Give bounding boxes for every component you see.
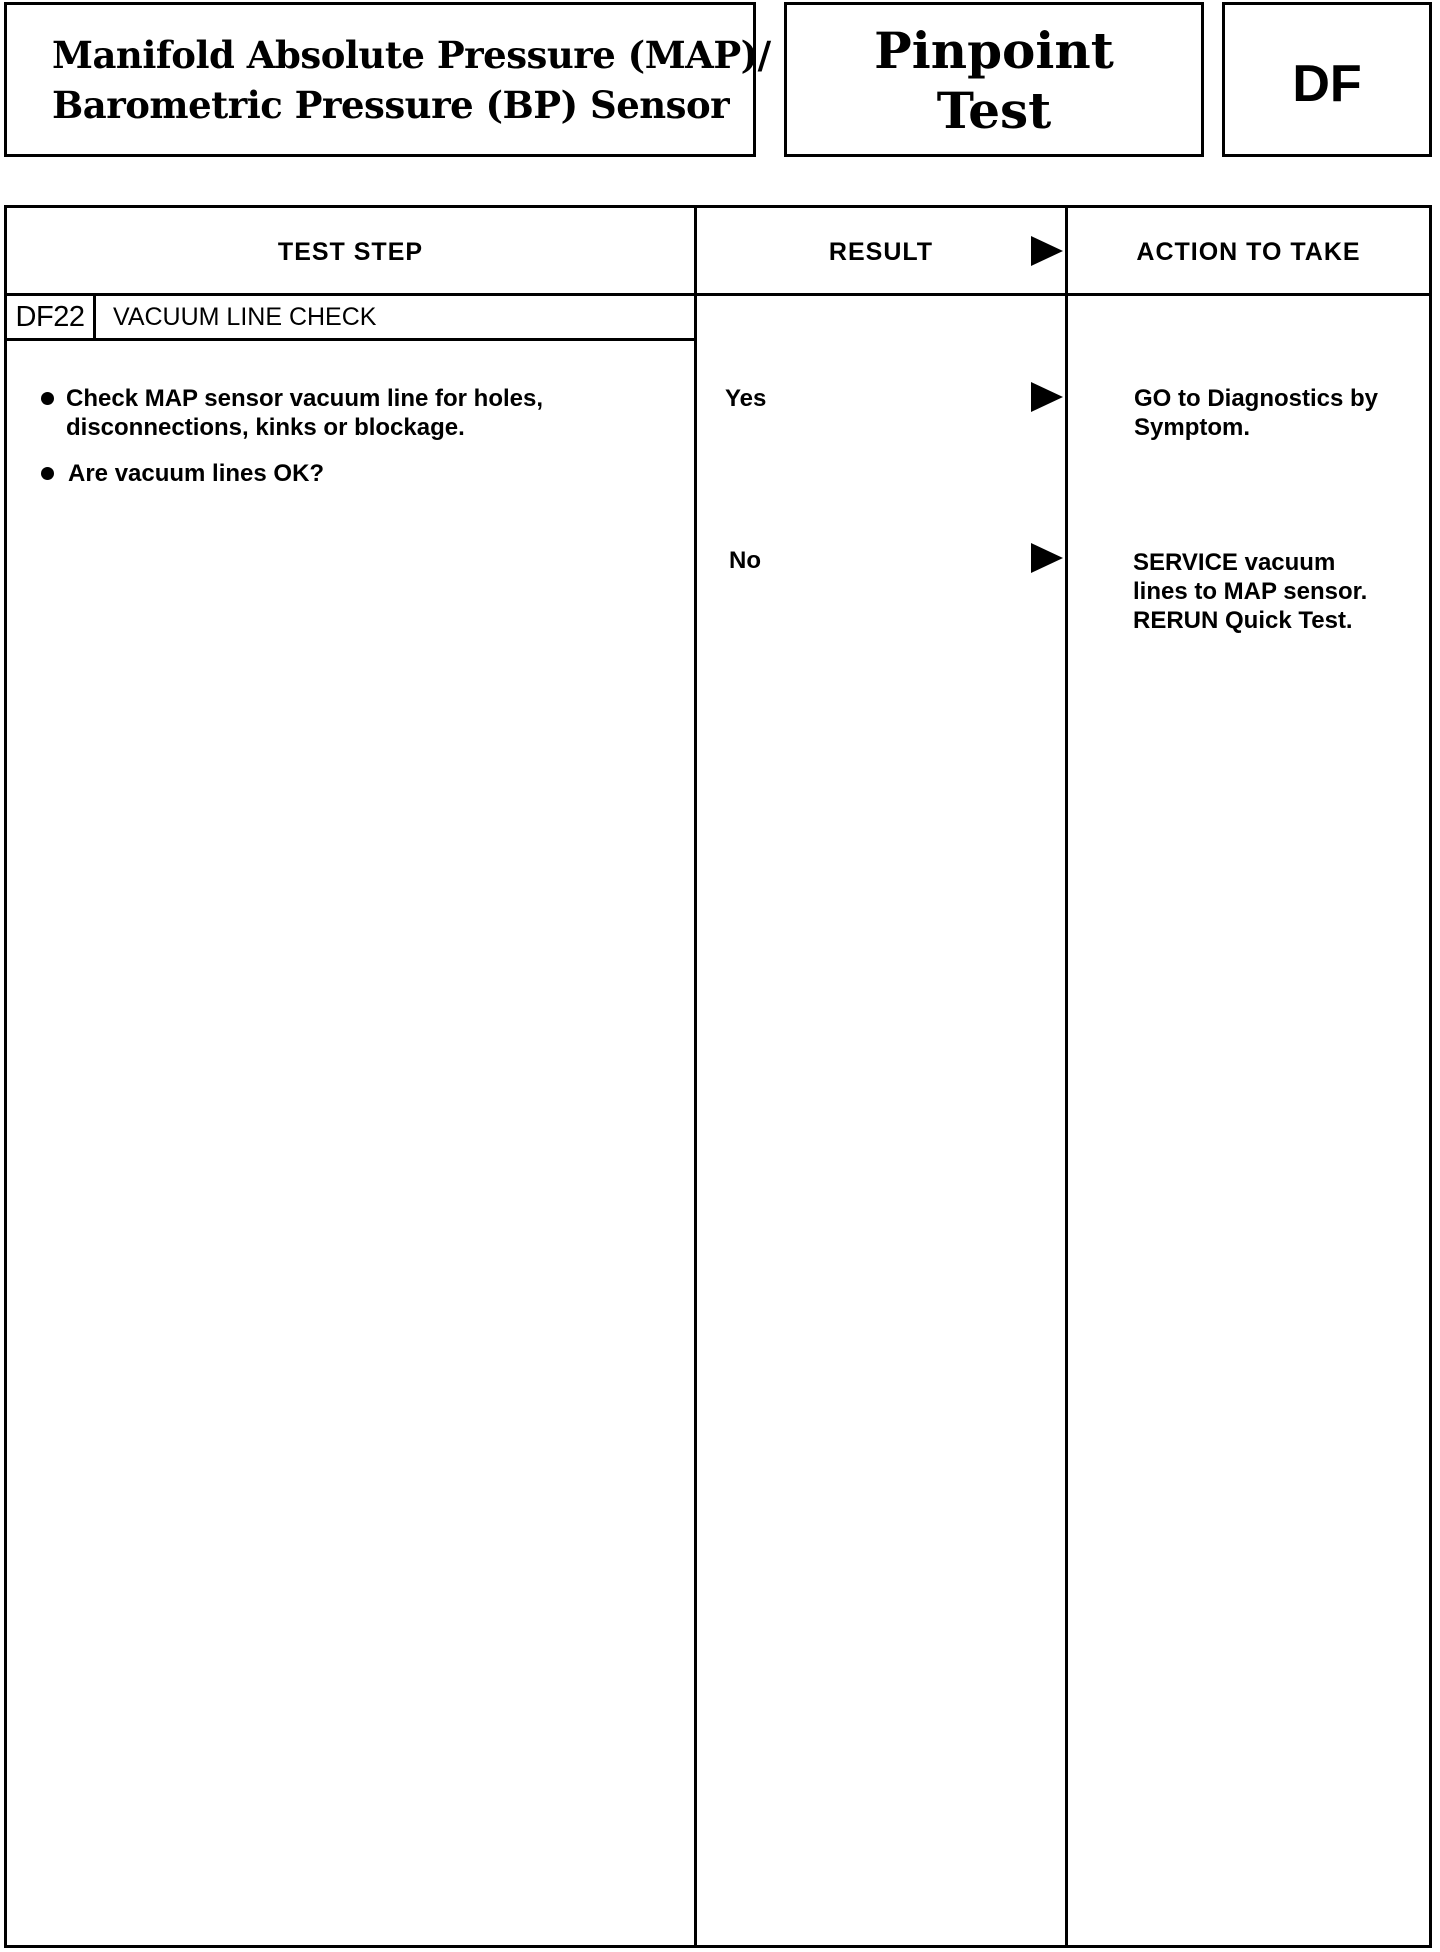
instruction-2	[68, 459, 324, 488]
result-yes-arrow-icon	[1031, 382, 1063, 412]
bullet-icon	[41, 392, 54, 405]
step-code: DF22	[7, 296, 96, 338]
test-table	[4, 205, 1432, 1948]
action-no	[1133, 548, 1367, 635]
instruction-2-line-1: Are vacuum lines OK?	[68, 460, 325, 487]
instruction-1-line-1: Check MAP sensor vacuum line for holes,	[66, 385, 544, 412]
test-code: DF	[1292, 55, 1362, 113]
instruction-1-line-2: disconnections, kinks or blockage.	[66, 414, 465, 441]
test-code-box	[1222, 2, 1432, 157]
action-no-line-3: RERUN Quick Test.	[1133, 607, 1353, 634]
action-yes	[1134, 384, 1378, 442]
column-header-action: ACTION TO TAKE	[1136, 238, 1361, 266]
column-header-result: RESULT	[828, 238, 934, 266]
action-no-line-2: lines to MAP sensor.	[1133, 578, 1368, 605]
title-box	[4, 2, 771, 157]
bullet-icon	[41, 467, 54, 480]
result-no-arrow-icon	[1031, 543, 1063, 573]
step-heading	[7, 296, 694, 341]
action-yes-line-2: Symptom.	[1134, 414, 1251, 441]
column-divider-2	[1065, 208, 1068, 1945]
step-title: VACUUM LINE CHECK	[113, 303, 377, 331]
header-arrow-icon	[1031, 236, 1063, 266]
title-line-1: Manifold Absolute Pressure (MAP)/	[52, 33, 771, 77]
column-divider-1	[694, 208, 697, 1945]
action-no-line-1: SERVICE vacuum	[1133, 549, 1336, 576]
test-type-line-1: Pinpoint	[874, 21, 1114, 80]
title-line-2: Barometric Pressure (BP) Sensor	[52, 83, 730, 127]
column-header-test-step: TEST STEP	[277, 238, 424, 266]
instruction-1	[66, 384, 543, 442]
result-no: No	[729, 547, 761, 574]
test-type-line-2: Test	[936, 81, 1052, 140]
action-yes-line-1: GO to Diagnostics by	[1134, 385, 1379, 412]
test-type-box	[784, 2, 1204, 157]
result-yes: Yes	[725, 385, 767, 412]
